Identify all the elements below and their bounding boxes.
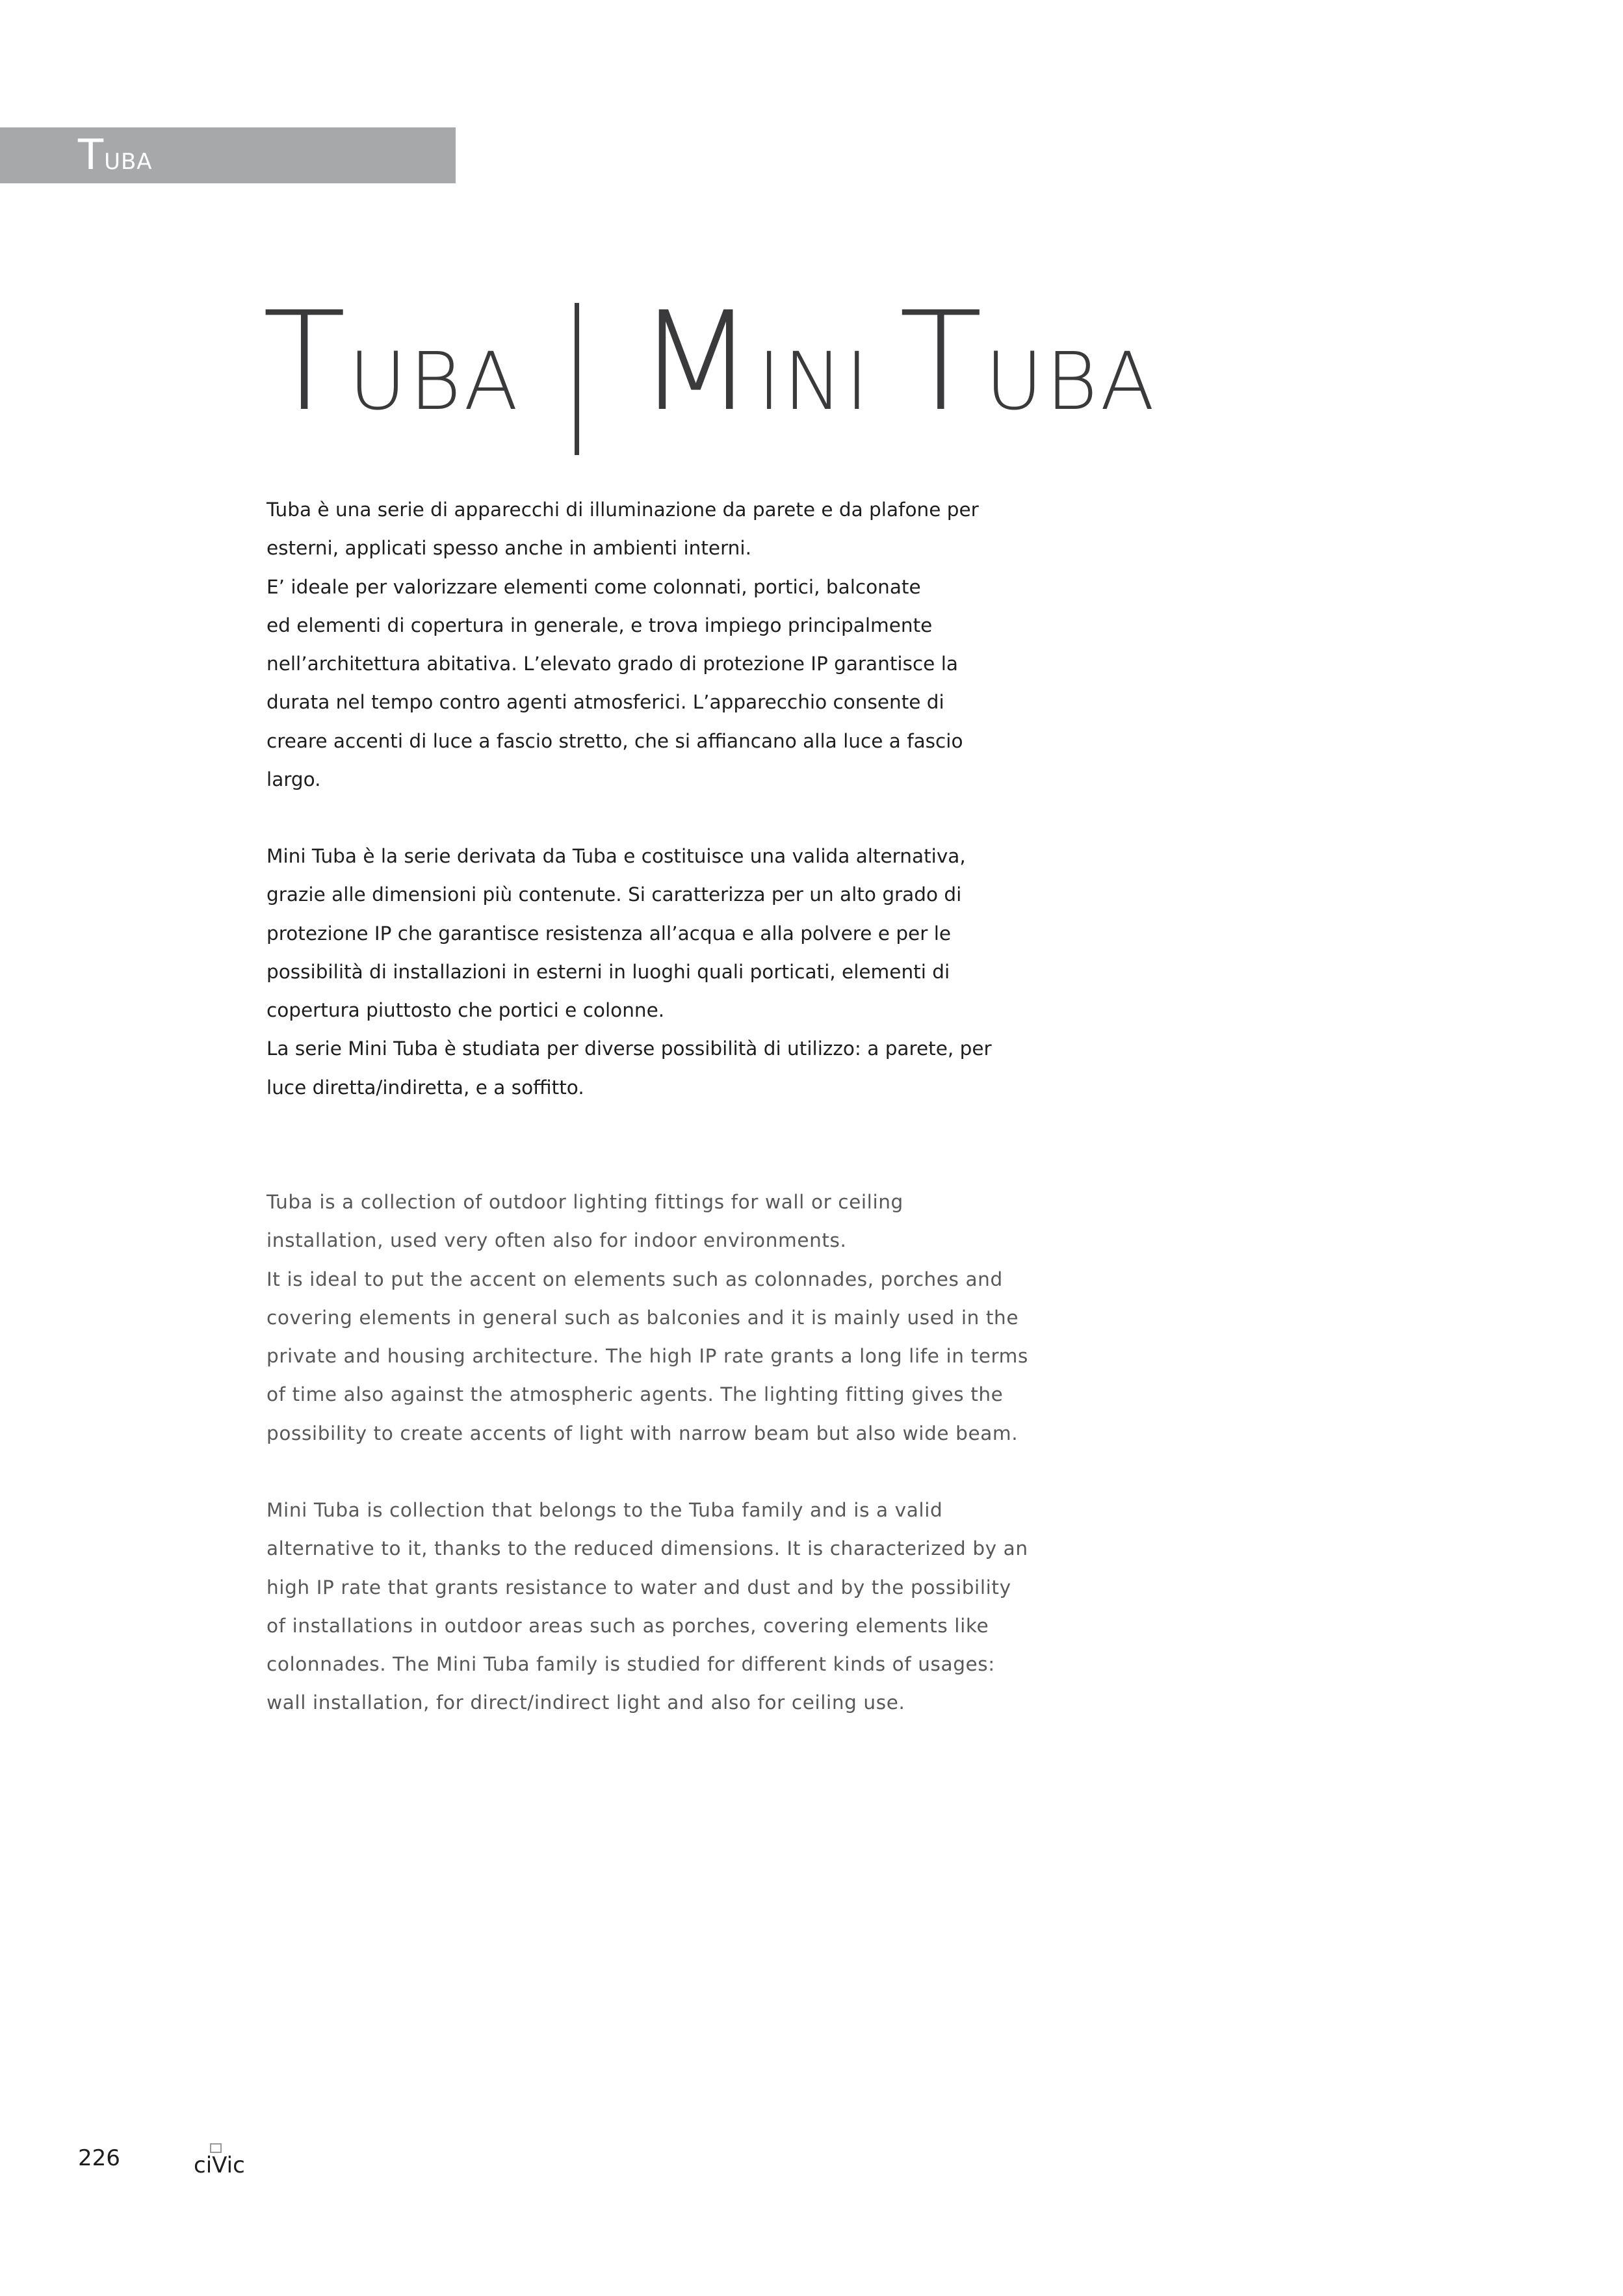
text-line: Mini Tuba is collection that belongs to the Tuba family and is a valid: [266, 1499, 943, 1521]
text-line: Tuba is a collection of outdoor lighting fittings for wall or ceiling: [266, 1191, 903, 1213]
page-title: [263, 282, 521, 463]
text-line: private and housing architecture. The high IP rate grants a long life in terms: [266, 1345, 1028, 1368]
section-tab-label: Tuba: [78, 131, 153, 179]
text-line: colonnades. The Mini Tuba family is studied for different kinds of usages:: [266, 1653, 995, 1676]
text-line: grazie alle dimensioni più contenute. Si caratterizza per un alto grado di: [266, 883, 962, 906]
text-line: esterni, applicati spesso anche in ambienti interni.: [266, 537, 751, 560]
english-paragraph-1: [266, 1183, 1028, 1453]
text-line: Tuba è una serie di apparecchi di illuminazione da parete e da plafone per: [266, 499, 979, 521]
civic-logo-mark: [211, 2144, 221, 2152]
text-line: alternative to it, thanks to the reduced dimensions. It is characterized by an: [266, 1537, 1028, 1560]
text-line: wall installation, for direct/indirect light and also for ceiling use.: [266, 1691, 905, 1714]
text-line: possibilità di installazioni in esterni in luoghi quali porticati, elementi di: [266, 960, 950, 983]
text-line: possibility to create accents of light with narrow beam but also wide beam.: [266, 1422, 1019, 1444]
section-tab: [0, 127, 456, 183]
civic-logo: [194, 2143, 246, 2175]
text-line: creare accenti di luce a fascio stretto, che si affiancano alla luce a fascio: [266, 729, 963, 752]
civic-logo-text: ciVic: [194, 2152, 245, 2175]
text-line: ed elementi di copertura in generale, e trova impiego principalmente: [266, 614, 933, 636]
text-line: of installations in outdoor areas such as porches, covering elements like: [266, 1614, 989, 1637]
text-line: nell’architettura abitativa. L’elevato grado di protezione IP garantisce la: [266, 653, 958, 675]
text-line: durata nel tempo contro agenti atmosferici. L’apparecchio consente di: [266, 691, 944, 714]
text-line: luce diretta/indiretta, e a soffitto.: [266, 1076, 584, 1099]
page-number: 226: [78, 2145, 120, 2171]
title-left: TUBA: [263, 282, 521, 441]
text-line: largo.: [266, 768, 321, 791]
page-title-right: MINI TUBA: [637, 282, 1158, 441]
text-line: of time also against the atmospheric agents. The lighting fitting gives the: [266, 1383, 1004, 1406]
text-line: installation, used very often also for indoor environments.: [266, 1229, 847, 1252]
text-line: covering elements in general such as balconies and it is mainly used in the: [266, 1306, 1019, 1329]
italian-paragraph-1: [266, 491, 1020, 799]
text-line: copertura piuttosto che portici e colonne.: [266, 999, 665, 1022]
text-line: La serie Mini Tuba è studiata per diverse possibilità di utilizzo: a parete, per: [266, 1037, 992, 1060]
text-line: Mini Tuba è la serie derivata da Tuba e costituisce una valida alternativa,: [266, 845, 966, 867]
text-line: E’ ideale per valorizzare elementi come colonnati, portici, balconate: [266, 575, 921, 598]
text-line: high IP rate that grants resistance to water and dust and by the possibility: [266, 1576, 1011, 1598]
english-paragraph-2: [266, 1491, 1028, 1723]
italian-paragraph-2: [266, 837, 1020, 1107]
text-line: protezione IP che garantisce resistenza all’acqua e alla polvere e per le: [266, 922, 952, 945]
text-line: It is ideal to put the accent on elements such as colonnades, porches and: [266, 1268, 1003, 1290]
title-separator: [575, 303, 579, 455]
